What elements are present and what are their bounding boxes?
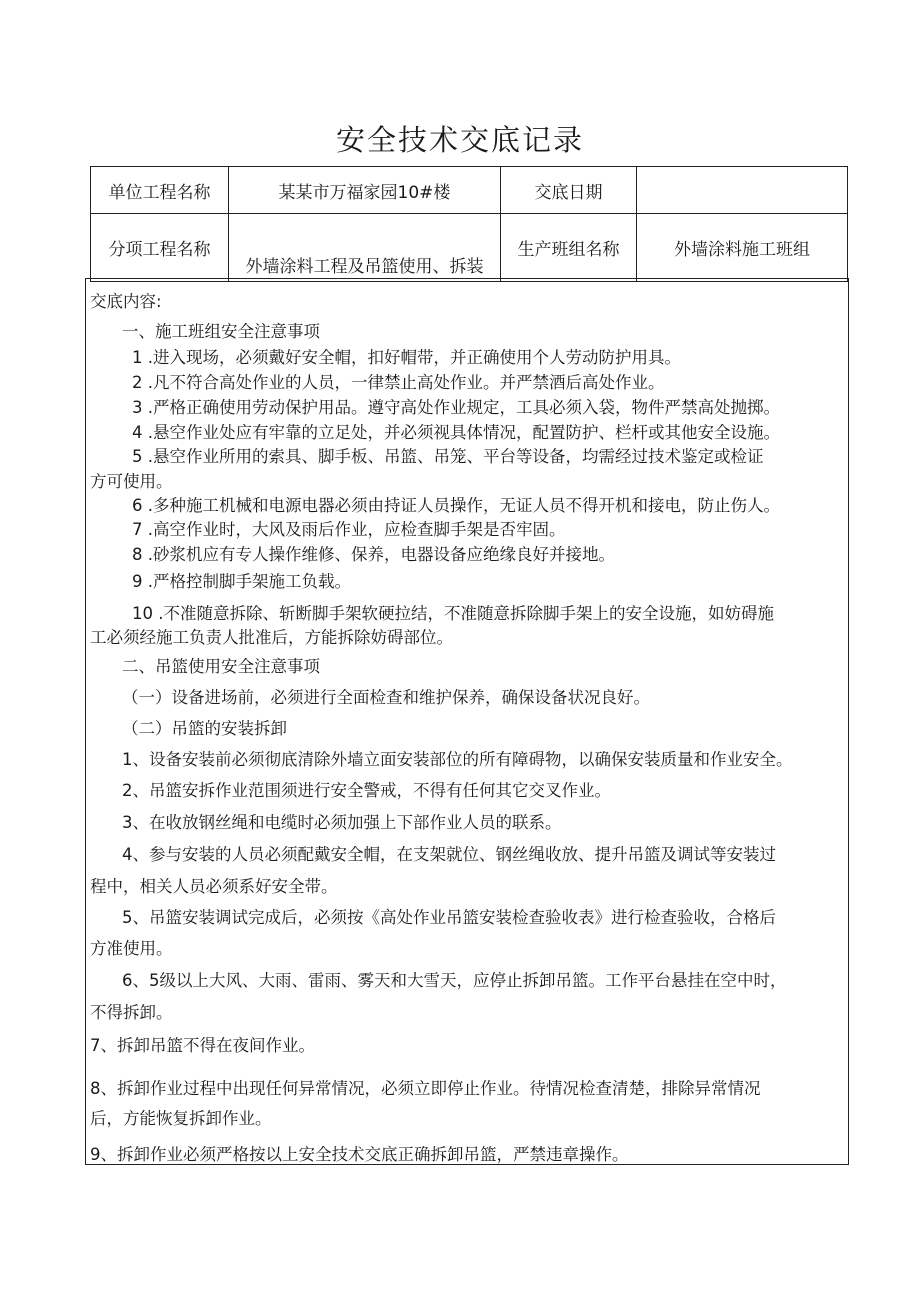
list-item: 3 .严格正确使用劳动保护用品。遵守高处作业规定，工具必须入袋，物件严禁高处抛掷。 — [132, 398, 780, 417]
list-item-continued: 方可使用。 — [90, 472, 173, 491]
content-heading: 交底内容: — [90, 292, 162, 311]
list-item: 5 .悬空作业所用的索具、脚手板、吊篮、吊笼、平台等设备，均需经过技术鉴定或检证 — [132, 447, 764, 466]
list-item: 7 .高空作业时，大风及雨后作业，应检查脚手架是否牢固。 — [132, 520, 566, 539]
table-row — [91, 167, 848, 214]
list-item: 10 .不准随意拆除、斩断脚手架软硬拉结，不准随意拆除脚手架上的安全设施，如妨碍施 — [132, 604, 774, 623]
list-item: 1 .进入现场，必须戴好安全帽，扣好帽带，并正确使用个人劳动防护用具。 — [132, 348, 681, 367]
list-item-continued: 不得拆卸。 — [90, 1003, 173, 1022]
list-item: 2、吊篮安拆作业范围须进行安全警戒，不得有任何其它交叉作业。 — [122, 781, 611, 800]
list-item: 9 .严格控制脚手架施工负载。 — [132, 572, 351, 591]
list-item: 4、参与安装的人员必须配戴安全帽，在支架就位、钢丝绳收放、提升吊篮及调试等安装过 — [122, 845, 776, 864]
list-item: 2 .凡不符合高处作业的人员，一律禁止高处作业。并严禁酒后高处作业。 — [132, 373, 665, 392]
team-label: 生产班组名称 — [501, 214, 637, 282]
disclosure-content-box — [85, 278, 849, 1165]
list-item: （一）设备进场前，必须进行全面检查和维护保养，确保设备状况良好。 — [122, 688, 650, 707]
list-item: 8 .砂浆机应有专人操作维修、保养，电器设备应绝缘良好并接地。 — [132, 545, 615, 564]
list-item-continued: 后，方能恢复拆卸作业。 — [90, 1109, 272, 1128]
project-info-table — [90, 166, 848, 282]
list-item: 1、设备安装前必须彻底清除外墙立面安装部位的所有障碍物，以确保安装质量和作业安全。 — [122, 750, 793, 769]
list-item-continued: 方准使用。 — [90, 939, 173, 958]
list-item-continued: 程中，相关人员必须系好安全带。 — [90, 877, 338, 896]
list-item: 5、吊篮安装调试完成后，必须按《高处作业吊篮安装检查验收表》进行检查验收，合格后 — [122, 908, 776, 927]
list-item-continued: 工必须经施工负责人批准后，方能拆除妨碍部位。 — [90, 628, 453, 647]
unit-project-label: 单位工程名称 — [91, 167, 229, 214]
sub-project-value: 外墙涂料工程及吊篮使用、拆装 — [229, 214, 501, 282]
list-item: （二）吊篮的安装拆卸 — [122, 719, 287, 738]
date-value — [637, 167, 848, 214]
list-item: 3、在收放钢丝绳和电缆时必须加强上下部作业人员的联系。 — [122, 813, 562, 832]
table-row — [91, 214, 848, 282]
unit-project-value: 某某市万福家园10#楼 — [229, 167, 501, 214]
list-item: 6 .多种施工机械和电源电器必须由持证人员操作，无证人员不得开机和接电，防止伤人。 — [132, 496, 780, 515]
list-item: 9、拆卸作业必须严格按以上安全技术交底正确拆卸吊篮，严禁违章操作。 — [90, 1145, 629, 1164]
section1-title: 一、施工班组安全注意事项 — [122, 322, 320, 341]
date-label: 交底日期 — [501, 167, 637, 214]
list-item: 4 .悬空作业处应有牢靠的立足处，并必须视具体情况，配置防护、栏杆或其他安全设施。 — [132, 423, 780, 442]
section2-title: 二、吊篮使用安全注意事项 — [122, 657, 320, 676]
sub-project-label: 分项工程名称 — [91, 214, 229, 282]
document-title: 安全技术交底记录 — [335, 123, 584, 157]
list-item: 6、5级以上大风、大雨、雷雨、雾天和大雪天，应停止拆卸吊篮。工作平台悬挂在空中时， — [122, 971, 787, 990]
list-item: 7、拆卸吊篮不得在夜间作业。 — [90, 1036, 315, 1055]
list-item: 8、拆卸作业过程中出现任何异常情况，必须立即停止作业。待情况检查清楚，排除异常情况 — [90, 1079, 761, 1098]
team-value: 外墙涂料施工班组 — [637, 214, 848, 282]
